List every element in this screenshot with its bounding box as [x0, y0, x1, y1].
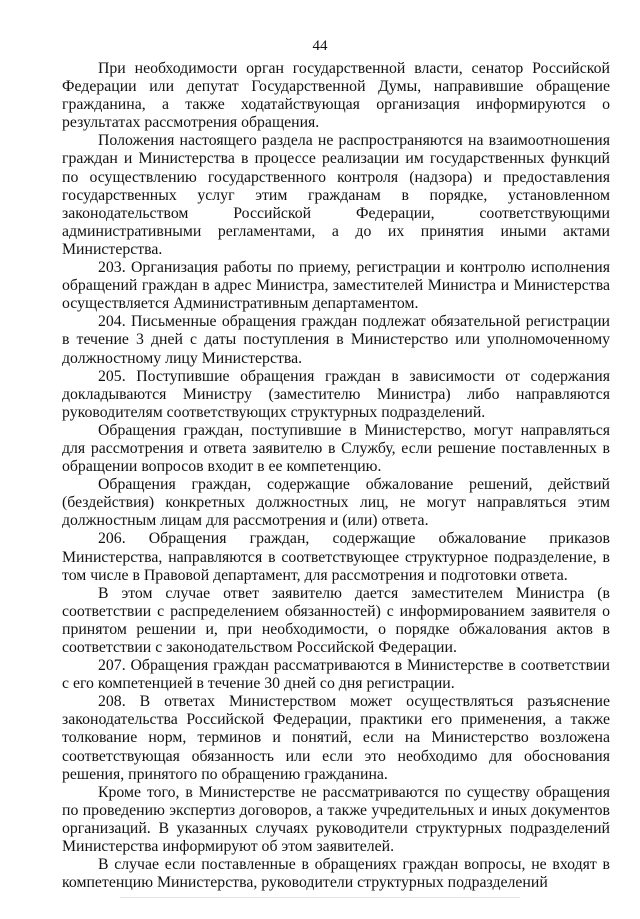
- page-number: 44: [312, 38, 328, 54]
- paragraph: Положения настоящего раздела не распространяются на взаимоотношения граждан и Министерства в процессе реализации им государственных функций по осуществлению государственного контроля (надзора) и предоставления государственных услуг этим гражданам в порядке, установленном законодательством Российской Федерации, соответствующими административными регламентами, а до их принятия иными актами Министерства.: [62, 132, 610, 258]
- paragraph: 205. Поступившие обращения граждан в зависимости от содержания докладываются Министру (заместителю Министра) либо направляются руководителям соответствующих структурных подразделений.: [62, 367, 610, 421]
- scan-edge-line: [120, 897, 520, 898]
- paragraph: 206. Обращения граждан, содержащие обжалование приказов Министерства, направляются в соответствующее структурное подразделение, в том числе в Правовой департамент, для рассмотрения и подготовки ответа.: [62, 530, 610, 584]
- paragraph: Кроме того, в Министерстве не рассматриваются по существу обращения по проведению экспертиз договоров, а также учредительных и иных документов организаций. В указанных случаях руководители структурных подразделений Министерства информируют об этом заявителей.: [62, 783, 610, 856]
- paragraph: В этом случае ответ заявителю дается заместителем Министра (в соответствии с распределением обязанностей) с информированием заявителя о принятом решении и, при необходимости, о порядке обжалования актов в соответствии с законодательством Российской Федерации.: [62, 584, 610, 656]
- paragraph: В случае если поставленные в обращениях граждан вопросы, не входят в компетенцию Министерства, руководители структурных подразделений: [62, 856, 610, 892]
- paragraph: 207. Обращения граждан рассматриваются в Министерстве в соответствии с его компетенцией в течение 30 дней со дня регистрации.: [62, 657, 610, 693]
- paragraph: 204. Письменные обращения граждан подлежат обязательной регистрации в течение 3 дней с даты поступления в Министерство или уполномоченному должностному лицу Министерства.: [62, 313, 610, 367]
- paragraph: 203. Организация работы по приему, регистрации и контролю исполнения обращений граждан в адрес Министра, заместителей Министра и Министерства осуществляется Административным департаментом.: [62, 259, 610, 313]
- paragraph: Обращения граждан, поступившие в Министерство, могут направляться для рассмотрения и ответа заявителю в Службу, если решение поставленных в обращении вопросов входит в ее компетенцию.: [62, 421, 610, 476]
- document-body: [62, 60, 610, 892]
- paragraph: Обращения граждан, содержащие обжалование решений, действий (бездействия) конкретных должностных лиц, не могут направляться этим должностным лицам для рассмотрения и (или) ответа.: [62, 476, 610, 530]
- paragraph: 208. В ответах Министерством может осуществляться разъяснение законодательства Российской Федерации, практики его применения, а также толкование норм, терминов и понятий, если на Министерство возложена соответствующая обязанность или если это необходимо для обоснования решения, принятого по обращению гражданина.: [62, 693, 610, 783]
- paragraph: При необходимости орган государственной власти, сенатор Российской Федерации или депутат Государственной Думы, направившие обращение гражданина, а также ходатайствующая организация информируются о результатах рассмотрения обращения.: [62, 60, 610, 132]
